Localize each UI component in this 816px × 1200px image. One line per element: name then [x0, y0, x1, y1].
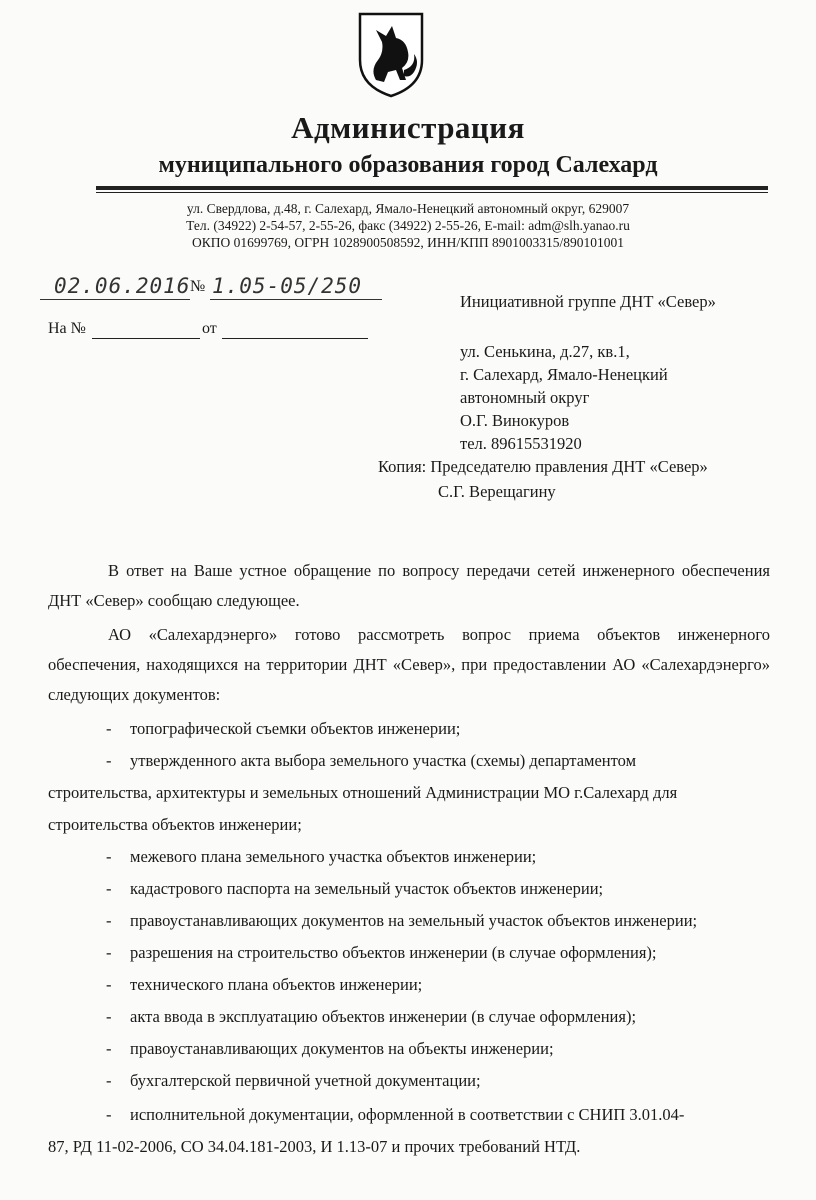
number-underline: [210, 299, 382, 300]
list-item-continuation: строительства объектов инженерии;: [48, 815, 302, 834]
body-paragraph-1: В ответ на Ваше устное обращение по вопросу передачи сетей инженерного обеспечения ДНТ «Север» сообщаю следующее.: [48, 561, 770, 610]
letter-number: 1.05-05/250: [212, 274, 363, 298]
letter-date: 02.06.2016: [54, 274, 191, 298]
header-rule-thick: [96, 186, 768, 190]
recipient-name: О.Г. Винокуров: [460, 411, 570, 430]
org-title: Администрация: [291, 110, 525, 145]
coat-of-arms-icon: [356, 10, 426, 98]
reply-date-blank: [222, 338, 368, 339]
recipient-phone: тел. 89615531920: [460, 434, 582, 453]
contacts-line: Тел. (34922) 2-54-57, 2-55-26, факс (34922) 2-55-26, E-mail: adm@slh.yanao.ru: [186, 218, 630, 233]
number-sign: №: [190, 278, 206, 295]
list-item-continuation: строительства, архитектуры и земельных отношений Администрации МО г.Салехард для: [48, 783, 678, 802]
recipient-street: ул. Сенькина, д.27, кв.1,: [460, 342, 630, 361]
registry-codes-line: ОКПО 01699769, ОГРН 1028900508592, ИНН/КПП 8901003315/890101001: [192, 235, 624, 250]
body-paragraph-2: АО «Салехардэнерго» готово рассмотреть вопрос приема объектов инженерного обеспечения, находящихся на территории ДНТ «Север», при предоставлении АО «Салехардэнерго» следующих документов:: [48, 625, 770, 704]
date-underline: [40, 299, 190, 300]
header-rule-thin: [96, 192, 768, 193]
org-subtitle: муниципального образования город Салехард: [158, 152, 658, 178]
reply-to-label: На №: [48, 320, 86, 337]
list-item: - исполнительной документации, оформленной в соответствии с СНИП 3.01.04-: [106, 1105, 685, 1124]
reply-number-blank: [92, 338, 200, 339]
copy-line: Копия: Председателю правления ДНТ «Север»: [378, 457, 708, 476]
recipient-region: автономный округ: [460, 388, 590, 407]
list-item: - топографической съемки объектов инженерии;: [106, 719, 461, 738]
recipient-city: г. Салехард, Ямало-Ненецкий: [460, 365, 668, 384]
list-item: - акта ввода в эксплуатацию объектов инженерии (в случае оформления);: [106, 1007, 637, 1026]
copy-name: С.Г. Верещагину: [438, 482, 556, 501]
list-item: - правоустанавливающих документов на объекты инженерии;: [106, 1039, 554, 1058]
recipient-org: Инициативной группе ДНТ «Север»: [460, 292, 716, 311]
list-item: - кадастрового паспорта на земельный участок объектов инженерии;: [106, 879, 604, 898]
address-line: ул. Свердлова, д.48, г. Салехард, Ямало-Ненецкий автономный округ, 629007: [186, 201, 630, 216]
list-item: - утвержденного акта выбора земельного участка (схемы) департаментом: [106, 751, 637, 770]
reply-date-label: от: [202, 320, 217, 337]
list-item: - правоустанавливающих документов на земельный участок объектов инженерии;: [106, 911, 698, 930]
list-item: - межевого плана земельного участка объектов инженерии;: [106, 847, 537, 866]
list-item: - разрешения на строительство объектов инженерии (в случае оформления);: [106, 943, 657, 962]
list-item-continuation: 87, РД 11-02-2006, СО 34.04.181-2003, И 1.13-07 и прочих требований НТД.: [48, 1137, 581, 1156]
list-item: - бухгалтерской первичной учетной документации;: [106, 1071, 481, 1090]
list-item: - технического плана объектов инженерии;: [106, 975, 423, 994]
